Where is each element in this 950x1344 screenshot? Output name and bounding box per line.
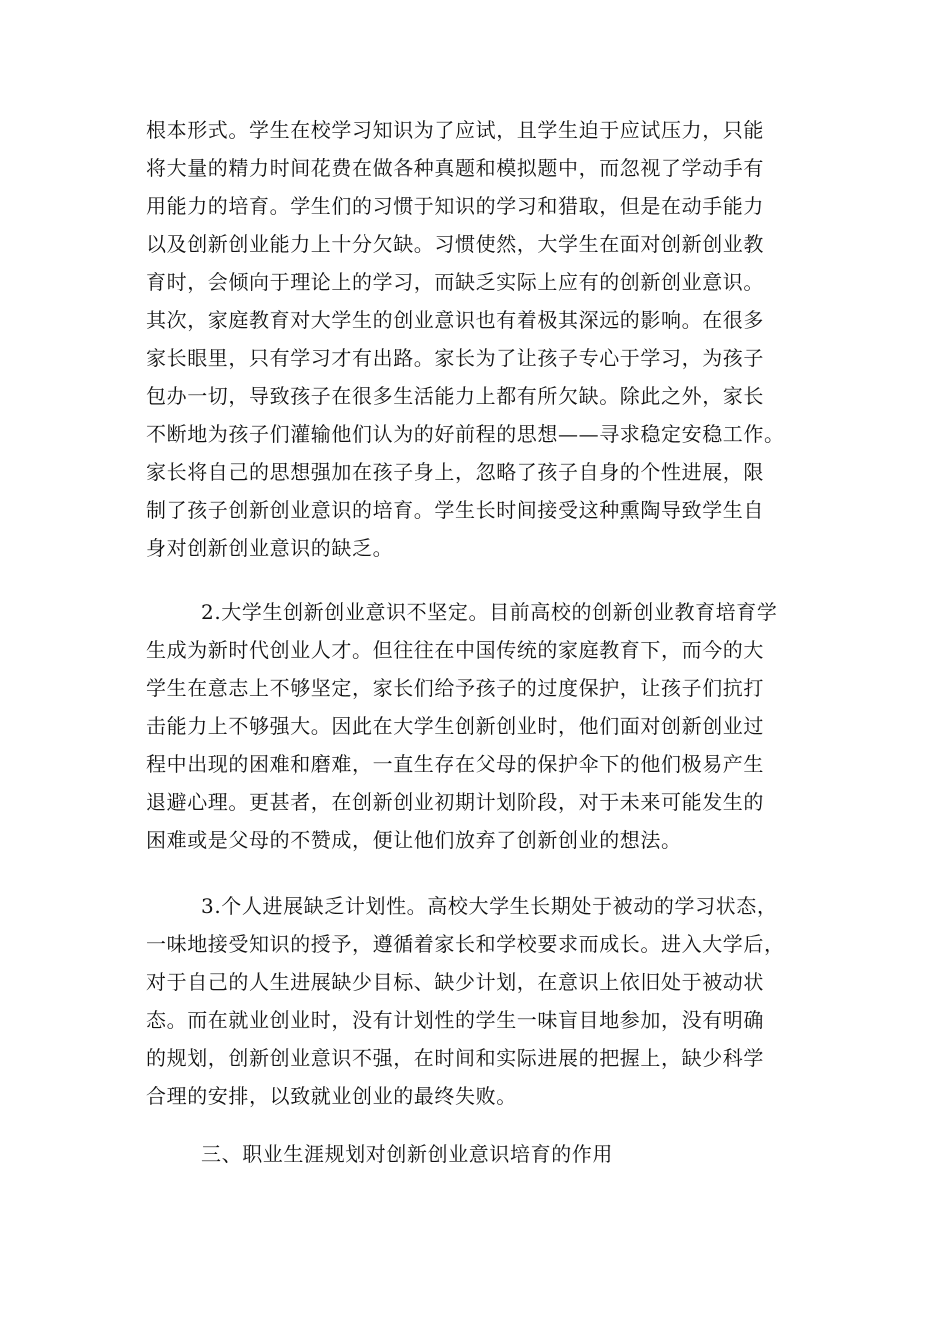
text-line: 家长眼里，只有学习才有出路。家长为了让孩子专心于学习，为孩子 bbox=[146, 346, 764, 370]
section-heading: 三、职业生涯规划对创新创业意识培育的作用 bbox=[201, 1142, 613, 1166]
text-line: 用能力的培育。学生们的习惯于知识的学习和猎取，但是在动手能力 bbox=[146, 194, 764, 218]
text-line: 的规划，创新创业意识不强，在时间和实际进展的把握上，缺少科学 bbox=[146, 1046, 764, 1070]
text-line: 制了孩子创新创业意识的培育。学生长时间接受这种熏陶导致学生自 bbox=[146, 498, 764, 522]
text-line: 一味地接受知识的授予，遵循着家长和学校要求而成长。进入大学后， bbox=[146, 932, 785, 956]
text-line: 将大量的精力时间花费在做各种真题和模拟题中，而忽视了学动手有 bbox=[146, 156, 764, 180]
text-line: 程中出现的困难和磨难，一直生存在父母的保护伞下的他们极易产生 bbox=[146, 752, 764, 776]
text-line: 态。而在就业创业时，没有计划性的学生一味盲目地参加，没有明确 bbox=[146, 1008, 764, 1032]
text-line: 家长将自己的思想强加在孩子身上，忽略了孩子自身的个性进展，限 bbox=[146, 460, 764, 484]
text-line: 3.个人进展缺乏计划性。高校大学生长期处于被动的学习状态， bbox=[201, 894, 778, 918]
text-line: 不断地为孩子们灌输他们认为的好前程的思想——寻求稳定安稳工作。 bbox=[146, 422, 785, 446]
paragraph-3 bbox=[146, 887, 806, 1115]
text-line: 2.大学生创新创业意识不坚定。目前高校的创新创业教育培育学 bbox=[201, 600, 778, 624]
text-line: 击能力上不够强大。因此在大学生创新创业时，他们面对创新创业过 bbox=[146, 714, 764, 738]
text-line: 以及创新创业能力上十分欠缺。习惯使然，大学生在面对创新创业教 bbox=[146, 232, 764, 256]
text-line: 其次，家庭教育对大学生的创业意识也有着极其深远的影响。在很多 bbox=[146, 308, 764, 332]
text-line: 根本形式。学生在校学习知识为了应试，且学生迫于应试压力，只能 bbox=[146, 118, 764, 142]
text-line: 合理的安排，以致就业创业的最终失败。 bbox=[146, 1084, 517, 1108]
text-line: 对于自己的人生进展缺少目标、缺少计划，在意识上依旧处于被动状 bbox=[146, 970, 764, 994]
text-line: 生成为新时代创业人才。但往往在中国传统的家庭教育下，而今的大 bbox=[146, 638, 764, 662]
text-line: 身对创新创业意识的缺乏。 bbox=[146, 536, 394, 560]
text-line: 困难或是父母的不赞成，便让他们放弃了创新创业的想法。 bbox=[146, 828, 682, 852]
text-line: 包办一切，导致孩子在很多生活能力上都有所欠缺。除此之外，家长 bbox=[146, 384, 764, 408]
section-heading-block bbox=[146, 1135, 806, 1173]
text-line: 退避心理。更甚者，在创新创业初期计划阶段，对于未来可能发生的 bbox=[146, 790, 764, 814]
paragraph-2 bbox=[146, 593, 806, 859]
text-line: 学生在意志上不够坚定，家长们给予孩子的过度保护，让孩子们抗打 bbox=[146, 676, 764, 700]
text-line: 育时，会倾向于理论上的学习，而缺乏实际上应有的创新创业意识。 bbox=[146, 270, 764, 294]
paragraph-1 bbox=[146, 111, 806, 567]
